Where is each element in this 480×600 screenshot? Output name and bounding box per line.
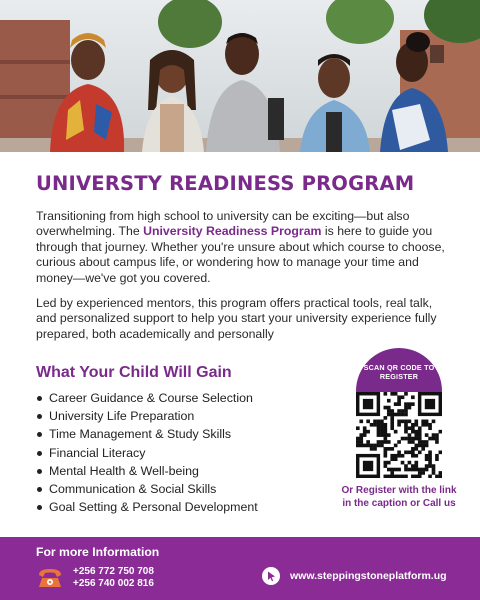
phone-number-2[interactable]: +256 740 002 816 (73, 578, 154, 589)
hero-image (0, 0, 480, 152)
telephone-icon (36, 566, 64, 588)
registration-qr-code[interactable] (356, 392, 442, 478)
intro-text-end: is here to guide you through that journey. Whether you're unsure about which course to choose, curious about campus life, or wondering how to manage your time and money—we've got you covered. (36, 224, 445, 285)
qr-code-graphic (356, 392, 442, 478)
gains-list (36, 389, 326, 516)
gain-item: Time Management & Study Skills (36, 425, 326, 443)
gain-item: Financial Literacy (36, 444, 326, 462)
cursor-arrow-icon (262, 567, 280, 585)
hero-photo (0, 0, 480, 152)
gain-item: Career Guidance & Course Selection (36, 389, 326, 407)
qr-finder-pattern (356, 392, 380, 416)
program-name-highlight: University Readiness Program (143, 224, 322, 239)
gain-item: Mental Health & Well-being (36, 462, 326, 480)
qr-finder-pattern (356, 454, 380, 478)
gain-item: Communication & Social Skills (36, 480, 326, 498)
qr-badge: SCAN QR CODE TO REGISTER (356, 348, 442, 392)
phone-number-1[interactable]: +256 772 750 708 (73, 566, 154, 577)
qr-finder-pattern (418, 392, 442, 416)
intro-paragraph-2: Led by experienced mentors, this program offers practical tools, real talk, and personalized support to help you start your university experience fully prepared, both academically and personally (36, 296, 437, 341)
phone-numbers (73, 566, 154, 590)
gain-item: Goal Setting & Personal Development (36, 498, 326, 516)
footer-heading: For more Information (36, 545, 160, 559)
program-title: UNIVERSTY READINESS PROGRAM (36, 172, 415, 195)
register-note: Or Register with the link in the caption or Call us (341, 485, 457, 509)
footer-bar (0, 537, 480, 600)
gains-heading: What Your Child Will Gain (36, 364, 232, 381)
intro-text-start: Transitioning from high school to university can be exciting—but also overwhelming. The (36, 209, 410, 239)
intro-paragraph-1 (36, 209, 456, 286)
website-link[interactable]: www.steppingstoneplatform.ug (290, 570, 447, 582)
gain-item: University Life Preparation (36, 407, 326, 425)
